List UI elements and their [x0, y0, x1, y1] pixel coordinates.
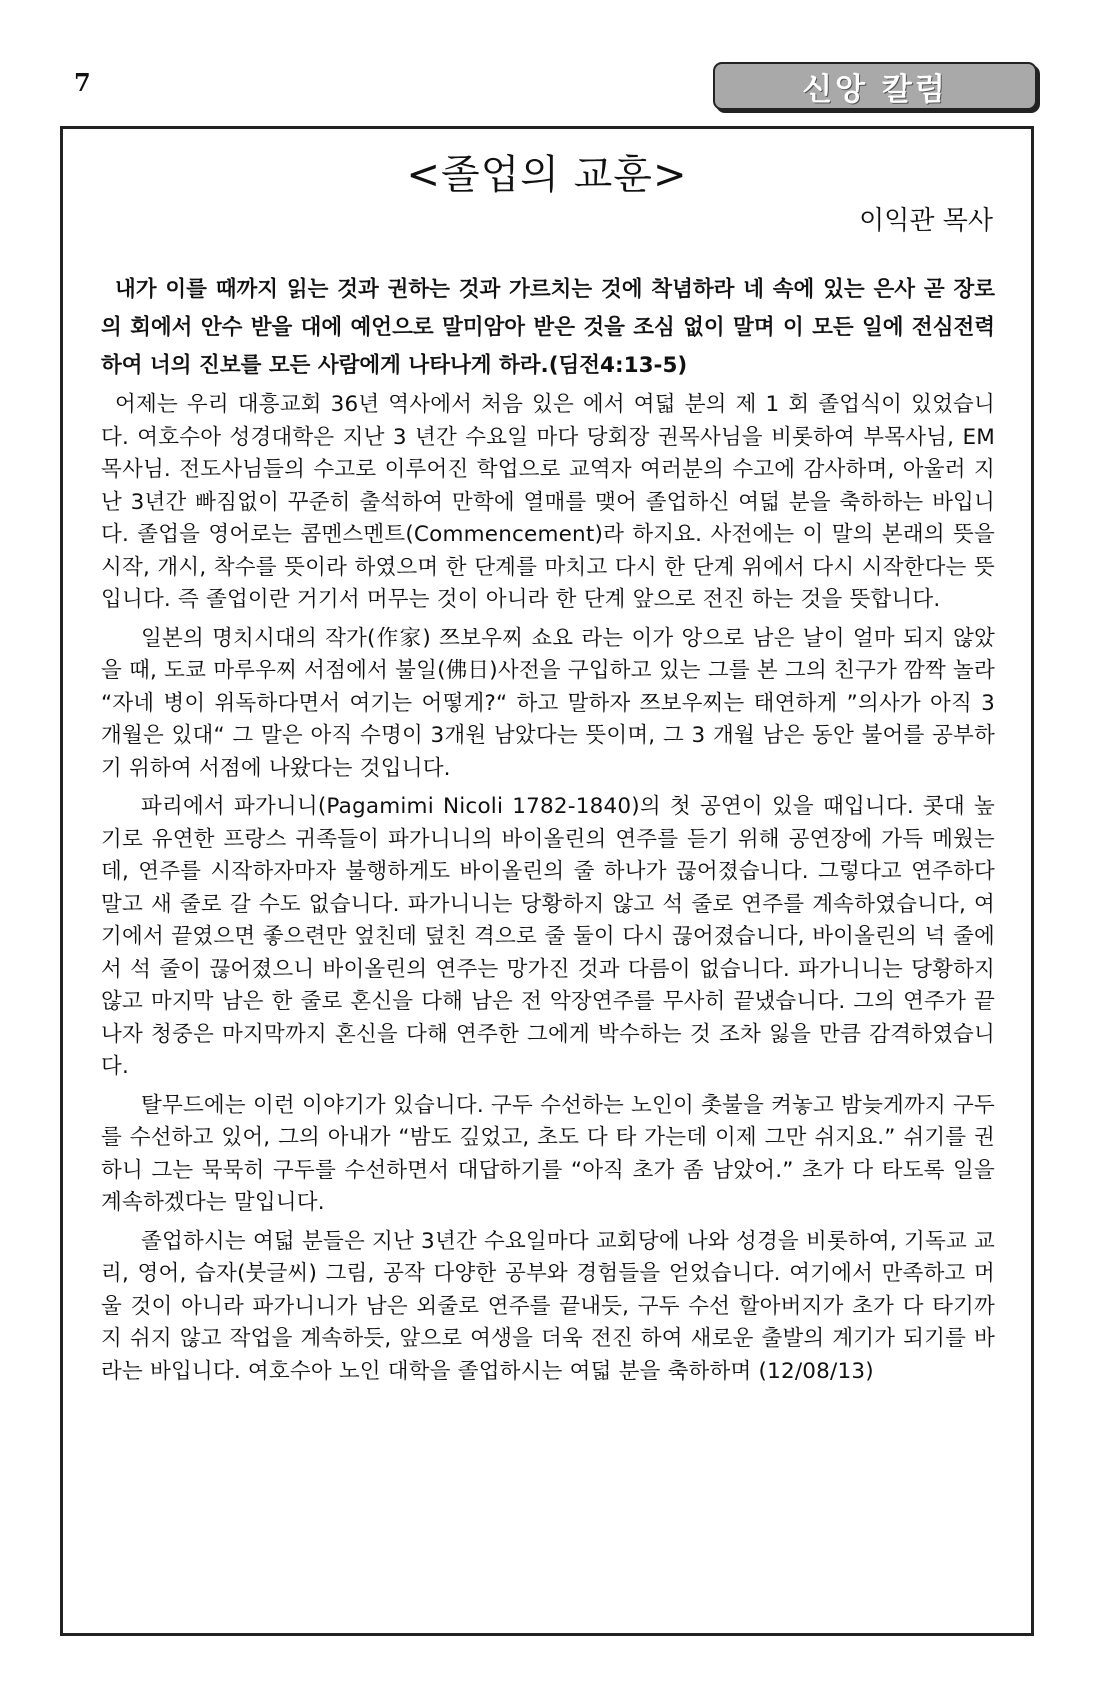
section-tab-label: 신앙 칼럼	[802, 71, 948, 108]
article-title: <졸업의 교훈>	[406, 152, 688, 198]
scripture-quote: 내가 이를 때까지 읽는 것과 권하는 것과 가르치는 것에 착념하라 네 속에 있는 은사 곧 장로의 회에서 안수 받을 대에 예언으로 말미암아 받은 것을 조심 없이 말며 이 모든 일에 전심전력하여 너의 진보를 모든 사람에게 나타나게 하라.(딤전4:13-5)	[101, 277, 995, 378]
paragraph: 파리에서 파가니니(Pagamimi Nicoli 1782-1840)의 첫 공연이 있을 때입니다. 콧대 높기로 유연한 프랑스 귀족들이 파가니니의 바이올린의 연주를 듣기 위해 공연장에 가득 메웠는데, 연주를 시작하자마자 불행하게도 바이올린의 줄 하나가 끊어졌습니다. 그렇다고 연주하다 말고 새 줄로 갈 수도 없습니다. 파가니니는 당황하지 않고 석 줄로 연주를 계속하였습니다, 여기에서 끝였으면 좋으련만 엎친데 덮친 격으로 줄 둘이 다시 끊어졌습니다, 바이올린의 넉 줄에서 석 줄이 끊어졌으니 바이올린의 연주는 망가진 것과 다름이 없습니다. 파가니니는 당황하지 않고 마지막 남은 한 줄로 혼신을 다해 남은 전 악장연주를 무사히 끝냈습니다. 그의 연주가 끝나자 청중은 마지막까지 혼신을 다해 연주한 그에게 박수하는 것 조차 잃을 만큼 감격하였습니다.	[101, 794, 995, 1079]
article-frame	[60, 126, 1034, 1636]
paragraph: 탈무드에는 이런 이야기가 있습니다. 구두 수선하는 노인이 촛불을 켜놓고 밤늦게까지 구두를 수선하고 있어, 그의 아내가 “밤도 깊었고, 초도 다 타 가는데 이제 그만 쉬지요.” 쉬기를 권하니 그는 묵묵히 구두를 수선하면서 대답하기를 “아직 초가 좀 남았어.” 초가 다 타도록 일을 계속하겠다는 말입니다.	[101, 1092, 995, 1215]
page-number: 7	[74, 68, 91, 97]
article-author: 이익관 목사	[859, 206, 993, 236]
paragraph: 졸업하시는 여덟 분들은 지난 3년간 수요일마다 교회당에 나와 성경을 비롯하여, 기독교 교리, 영어, 습자(붓글씨) 그림, 공작 다양한 공부와 경험들을 얻었습니다. 여기에서 만족하고 머울 것이 아니라 파가니니가 남은 외줄로 연주를 끝내듯, 구두 수선 할아버지가 초가 다 타기까지 쉬지 않고 작업을 계속하듯, 앞으로 여생을 더욱 전진 하여 새로운 출발의 계기가 되기를 바라는 바입니다. 여호수아 노인 대학을 졸업하시는 여덟 분을 축하하며 (12/08/13)	[101, 1228, 995, 1384]
article-body	[101, 271, 995, 1394]
paragraph: 일본의 명치시대의 작가(作家) 쯔보우찌 쇼요 라는 이가 앙으로 남은 날이 얼마 되지 않았을 때, 도쿄 마루우찌 서점에서 불일(佛日)사전을 구입하고 있는 그를 본 그의 친구가 깜짝 놀라 “자네 병이 위독하다면서 여기는 어떻게?“ 하고 말하자 쯔보우찌는 태연하게 ”의사가 아직 3 개월은 있대“ 그 말은 아직 수명이 3개원 남았다는 뜻이며, 그 3 개월 남은 동안 불어를 공부하기 위하여 서점에 나왔다는 것입니다.	[101, 625, 995, 781]
section-tab	[713, 62, 1037, 110]
paragraph: 어제는 우리 대흥교회 36년 역사에서 처음 있은 에서 여덟 분의 제 1 회 졸업식이 있었습니다. 여호수아 성경대학은 지난 3 년간 수요일 마다 당회장 권목사님을 비롯하여 부목사님, EM 목사님. 전도사님들의 수고로 이루어진 학업으로 교역자 여러분의 수고에 감사하며, 아울러 지난 3년간 빠짐없이 꾸준히 출석하여 만학에 열매를 맺어 졸업하신 여덟 분을 축하하는 바입니다. 졸업을 영어로는 콤멘스멘트(Commencement)라 하지요. 사전에는 이 말의 본래의 뜻을 시작, 개시, 착수를 뜻이라 하였으며 한 단계를 마치고 다시 한 단계 위에서 다시 시작한다는 뜻입니다. 즉 졸업이란 거기서 머무는 것이 아니라 한 단계 앞으로 전진 하는 것을 뜻합니다.	[101, 392, 995, 612]
